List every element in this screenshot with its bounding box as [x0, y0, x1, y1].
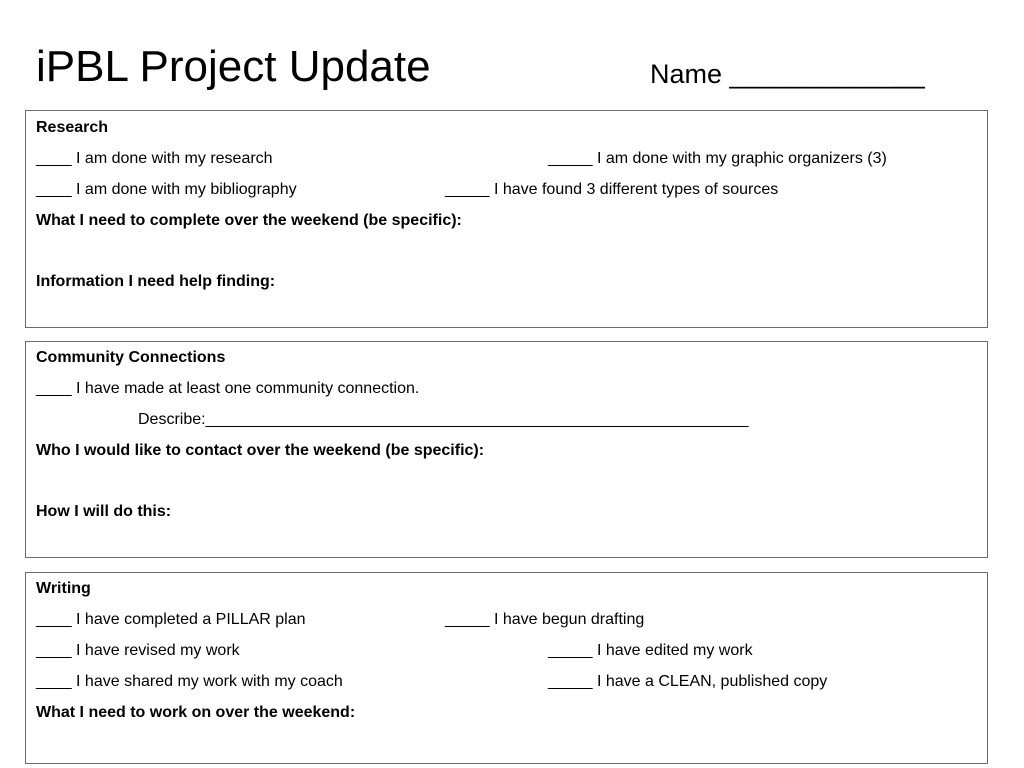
revised-item: ____ I have revised my work — [36, 642, 240, 659]
shared-item: ____ I have shared my work with my coach — [36, 673, 343, 690]
research-heading: Research — [36, 119, 109, 136]
edited-item: _____ I have edited my work — [548, 642, 753, 659]
community-heading: Community Connections — [36, 349, 226, 366]
name-field-label: Name _____________ — [650, 59, 925, 89]
drafting-item: _____ I have begun drafting — [445, 611, 645, 628]
community-connection-item: ____ I have made at least one community connection. — [36, 380, 420, 397]
research-section — [25, 110, 988, 328]
bibliography-item: ____ I am done with my bibliography — [36, 181, 297, 198]
clean-copy-item: _____ I have a CLEAN, published copy — [548, 673, 828, 690]
sources-item: _____ I have found 3 different types of sources — [445, 181, 779, 198]
community-how-prompt: How I will do this: — [36, 503, 172, 520]
research-help-prompt: Information I need help finding: — [36, 273, 276, 290]
pillar-plan-item: ____ I have completed a PILLAR plan — [36, 611, 306, 628]
writing-section — [25, 572, 988, 764]
research-done-item: ____ I am done with my research — [36, 150, 273, 167]
graphic-organizers-item: _____ I am done with my graphic organizers (3) — [548, 150, 887, 167]
writing-weekend-prompt: What I need to work on over the weekend: — [36, 704, 356, 721]
community-contact-prompt: Who I would like to contact over the weekend (be specific): — [36, 442, 485, 459]
describe-line: Describe:_____________________________________________________________ — [138, 411, 749, 428]
writing-heading: Writing — [36, 580, 91, 597]
research-weekend-prompt: What I need to complete over the weekend (be specific): — [36, 212, 462, 229]
community-section — [25, 341, 988, 558]
page-title: iPBL Project Update — [36, 42, 431, 91]
